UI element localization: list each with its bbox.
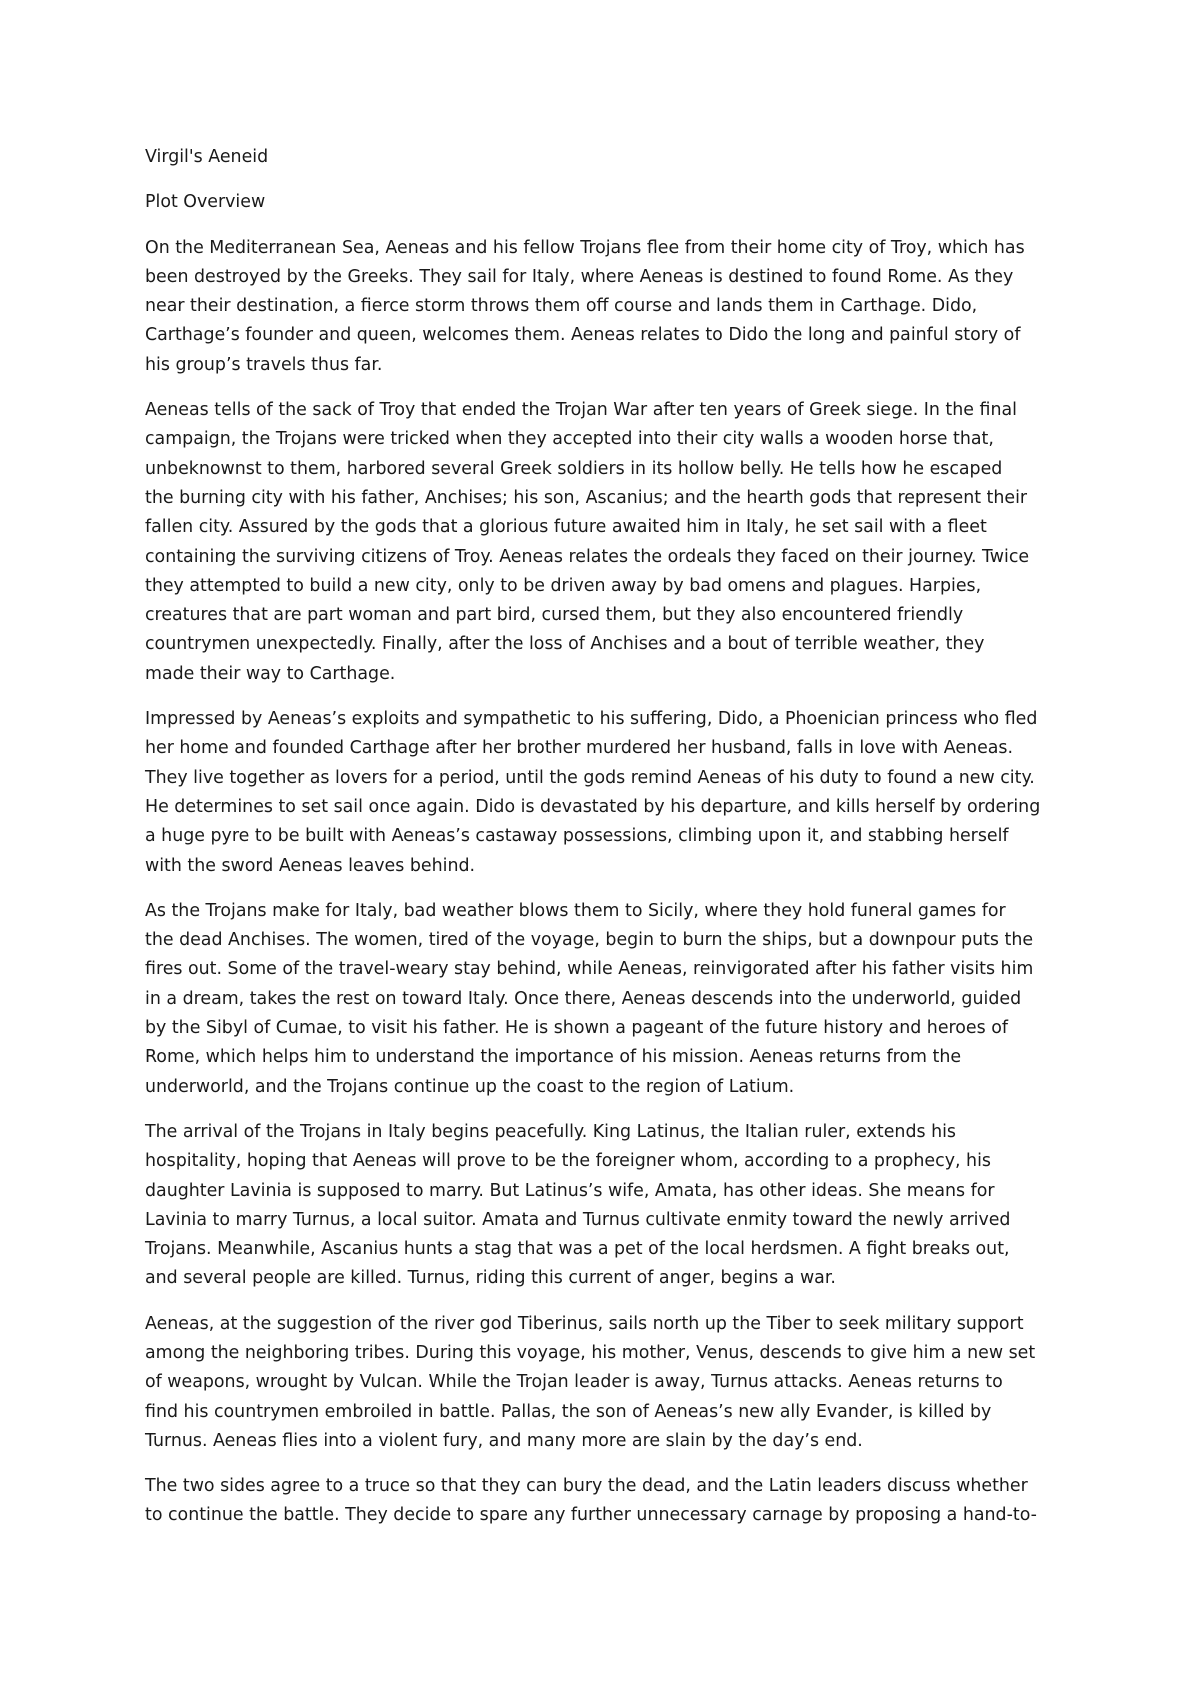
paragraph-line: countrymen unexpectedly. Finally, after the loss of Anchises and a bout of terrible weather, they (145, 634, 985, 655)
paragraph-line: his group’s travels thus far. (145, 354, 383, 375)
paragraph-line: near their destination, a fierce storm throws them off course and lands them in Carthage. Dido, (145, 296, 978, 317)
document-subtitle: Plot Overview (145, 192, 266, 213)
paragraph-line: fires out. Some of the travel-weary stay behind, while Aeneas, reinvigorated after his father visits him (145, 959, 1034, 980)
paragraph-line: to continue the battle. They decide to spare any further unnecessary carnage by proposing a hand-to- (145, 1505, 1037, 1526)
paragraph (145, 234, 1065, 380)
paragraph-line: creatures that are part woman and part bird, cursed them, but they also encountered friendly (145, 605, 964, 626)
paragraph-line: unbeknownst to them, harbored several Greek soldiers in its hollow belly. He tells how he escaped (145, 458, 1003, 479)
paragraph-line: by the Sibyl of Cumae, to visit his father. He is shown a pageant of the future history and heroes of (145, 1018, 1008, 1039)
paragraph-line: They live together as lovers for a period, until the gods remind Aeneas of his duty to found a new city. (145, 767, 1035, 788)
paragraph-line: and several people are killed. Turnus, riding this current of anger, begins a war. (145, 1268, 836, 1289)
paragraph-line: On the Mediterranean Sea, Aeneas and his fellow Trojans flee from their home city of Troy, which has (145, 237, 1025, 258)
paragraph-line: among the neighboring tribes. During this voyage, his mother, Venus, descends to give him a new set (145, 1342, 1036, 1363)
document-body (145, 234, 1065, 1531)
paragraph-line: in a dream, takes the rest on toward Italy. Once there, Aeneas descends into the underworld, guided (145, 988, 1022, 1009)
paragraph-line: made their way to Carthage. (145, 663, 396, 684)
paragraph-line: of weapons, wrought by Vulcan. While the Trojan leader is away, Turnus attacks. Aeneas returns to (145, 1372, 1003, 1393)
paragraph-line: The arrival of the Trojans in Italy begins peacefully. King Latinus, the Italian ruler, extends his (145, 1121, 956, 1142)
paragraph-line: Trojans. Meanwhile, Ascanius hunts a stag that was a pet of the local herdsmen. A fight breaks out, (145, 1239, 1010, 1260)
paragraph (145, 897, 1065, 1102)
paragraph-line: Lavinia to marry Turnus, a local suitor. Amata and Turnus cultivate enmity toward the newly arrived (145, 1209, 1011, 1230)
paragraph-line: He determines to set sail once again. Dido is devastated by his departure, and kills herself by ordering (145, 796, 1041, 817)
paragraph-line: hospitality, hoping that Aeneas will prove to be the foreigner whom, according to a prophecy, his (145, 1151, 991, 1172)
paragraph-line: As the Trojans make for Italy, bad weather blows them to Sicily, where they hold funeral games for (145, 900, 1006, 921)
paragraph-line: campaign, the Trojans were tricked when they accepted into their city walls a wooden horse that, (145, 429, 994, 450)
paragraph-line: The two sides agree to a truce so that they can bury the dead, and the Latin leaders discuss whether (145, 1476, 1028, 1497)
paragraph (145, 1118, 1065, 1294)
paragraph-line: Aeneas tells of the sack of Troy that ended the Trojan War after ten years of Greek siege. In the final (145, 400, 1017, 421)
paragraph-line: Impressed by Aeneas’s exploits and sympathetic to his suffering, Dido, a Phoenician princess who fled (145, 709, 1038, 730)
paragraph-line: Turnus. Aeneas flies into a violent fury, and many more are slain by the day’s end. (145, 1430, 863, 1451)
paragraph (145, 396, 1065, 689)
paragraph-line: the burning city with his father, Anchises; his son, Ascanius; and the hearth gods that represent their (145, 487, 1028, 508)
paragraph-line: been destroyed by the Greeks. They sail for Italy, where Aeneas is destined to found Rome. As they (145, 266, 1014, 287)
paragraph (145, 705, 1065, 881)
paragraph-line: Carthage’s founder and queen, welcomes them. Aeneas relates to Dido the long and painful story of (145, 325, 1021, 346)
paragraph-line: Rome, which helps him to understand the importance of his mission. Aeneas returns from the (145, 1047, 962, 1068)
paragraph (145, 1472, 1065, 1531)
paragraph-line: a huge pyre to be built with Aeneas’s castaway possessions, climbing upon it, and stabbing herself (145, 826, 1009, 847)
paragraph-line: underworld, and the Trojans continue up the coast to the region of Latium. (145, 1076, 795, 1097)
paragraph (145, 1310, 1065, 1456)
paragraph-line: containing the surviving citizens of Troy. Aeneas relates the ordeals they faced on their journey. Twice (145, 546, 1030, 567)
paragraph-line: daughter Lavinia is supposed to marry. But Latinus’s wife, Amata, has other ideas. She means for (145, 1180, 995, 1201)
paragraph-line: find his countrymen embroiled in battle. Pallas, the son of Aeneas’s new ally Evander, is killed by (145, 1401, 992, 1422)
paragraph-line: they attempted to build a new city, only to be driven away by bad omens and plagues. Harpies, (145, 575, 982, 596)
paragraph-line: her home and founded Carthage after her brother murdered her husband, falls in love with Aeneas. (145, 738, 1014, 759)
paragraph-line: the dead Anchises. The women, tired of the voyage, begin to burn the ships, but a downpour puts the (145, 930, 1034, 951)
paragraph-line: fallen city. Assured by the gods that a glorious future awaited him in Italy, he set sail with a fleet (145, 517, 987, 538)
paragraph-line: with the sword Aeneas leaves behind. (145, 855, 476, 876)
document-title: Virgil's Aeneid (145, 147, 269, 167)
paragraph-line: Aeneas, at the suggestion of the river god Tiberinus, sails north up the Tiber to seek military support (145, 1313, 1024, 1334)
